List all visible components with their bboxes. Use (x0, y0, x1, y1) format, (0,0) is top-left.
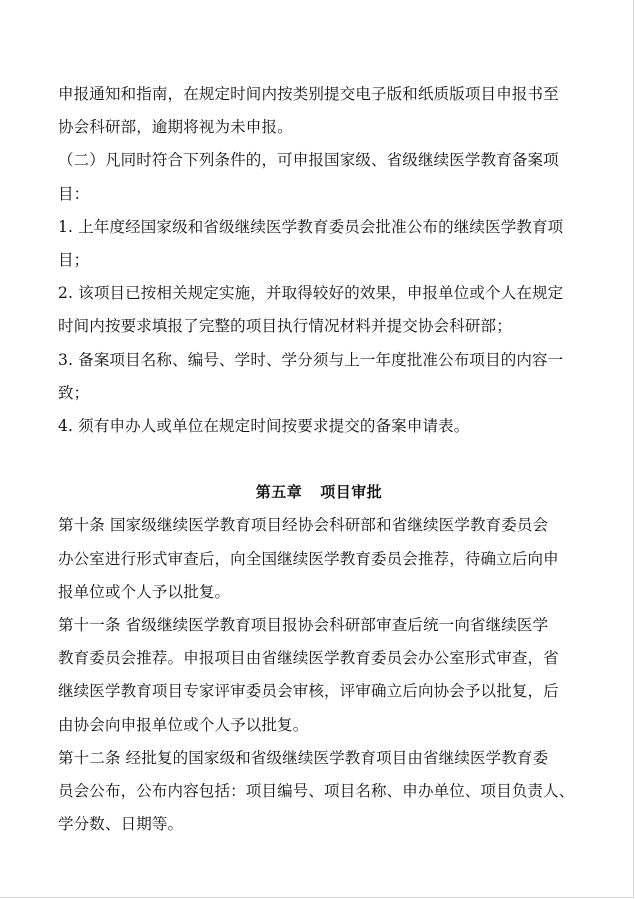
text-line: 第十条 国家级继续医学教育项目经协会科研部和省继续医学教育委员会 (58, 516, 549, 535)
text-line: 报单位或个人予以批复。 (58, 582, 231, 601)
chapter-number: 第五章 (255, 483, 303, 502)
chapter-heading (58, 476, 580, 509)
text-line: 致； (58, 383, 90, 402)
section-gap (58, 443, 580, 476)
text-line: 第十一条 省级继续医学教育项目报协会科研部审查后统一向省继续医学 (58, 616, 549, 634)
text-line: 办公室进行形式审查后，向全国继续医学教育委员会推荐，待确立后向申 (58, 549, 559, 568)
text-line: 协会科研部，逾期将视为未申报。 (58, 118, 293, 137)
text-line: 时间内按要求填报了完整的项目执行情况材料并提交协会科研部； (58, 317, 512, 336)
text-line: 目： (58, 184, 90, 203)
chapter-title: 项目审批 (320, 483, 383, 502)
text-line: 继续医学教育项目专家评审委员会审核，评审确立后向协会予以批复，后 (58, 682, 559, 701)
text-line: 由协会向申报单位或个人予以批复。 (58, 715, 309, 734)
text-line: 第十二条 经批复的国家级和省级继续医学教育项目由省继续医学教育委 (58, 748, 549, 767)
text-line: 目； (58, 250, 90, 269)
text-line: 2. 该项目已按相关规定实施，并取得较好的效果，申报单位或个人在规定 (58, 284, 564, 303)
chapter-articles (58, 509, 580, 841)
text-line: 4. 须有申办人或单位在规定时间按要求提交的备案申请表。 (58, 416, 470, 435)
text-line: （二）凡同时符合下列条件的，可申报国家级、省级继续医学教育备案项 (58, 151, 559, 170)
text-line: 申报通知和指南，在规定时间内按类别提交电子版和纸质版项目申报书至 (58, 85, 559, 103)
text-line: 3. 备案项目名称、编号、学时、学分须与上一年度批准公布项目的内容一 (58, 350, 564, 369)
section-continuation (58, 78, 580, 443)
text-line: 员会公布，公布内容包括：项目编号、项目名称、申办单位、项目负责人、 (58, 781, 575, 800)
text-line: 教育委员会推荐。申报项目由省继续医学教育委员会办公室形式审查，省 (58, 649, 559, 668)
text-line: 学分数、日期等。 (58, 815, 184, 834)
document-body (58, 78, 580, 841)
text-line: 1. 上年度经国家级和省级继续医学教育委员会批准公布的继续医学教育项 (58, 217, 564, 236)
